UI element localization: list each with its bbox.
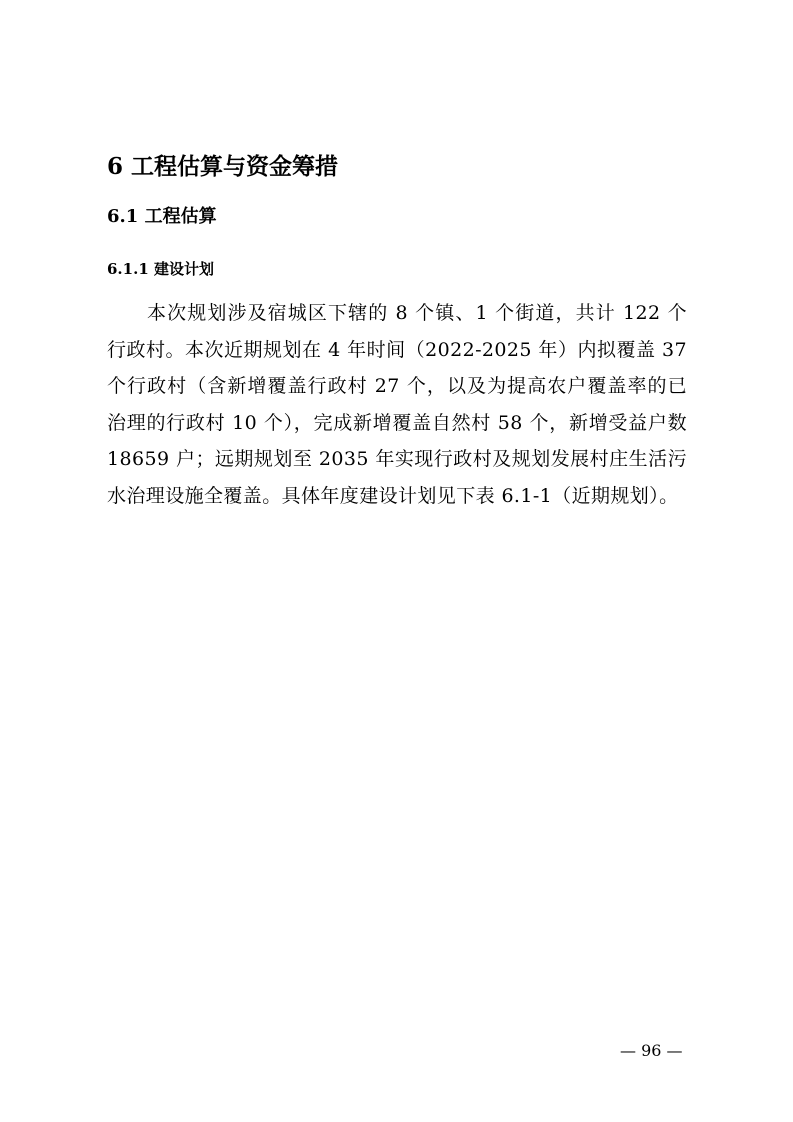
chapter-title: 6 工程估算与资金筹措 — [107, 153, 339, 180]
subsection-title: 6.1.1 建设计划 — [107, 260, 214, 278]
section-title: 6.1 工程估算 — [107, 206, 217, 227]
body-paragraph: 本次规划涉及宿城区下辖的 8 个镇、1 个街道，共计 122 个行政村。本次近期规划在 4 年时间（2022-2025 年）内拟覆盖 37 个行政村（含新增覆盖行政村 27 个，以及为提高农户覆盖率的已治理的行政村 10 个），完成新增覆盖自然村 58 个，新增受益户数 18659 户；远期规划至 2035 年实现行政村及规划发展村庄生活污水治理设施全覆盖。具体年度建设计划见下表 6.1-1（近期规划）。 — [107, 302, 687, 507]
page-number: — 96 — — [620, 1041, 683, 1060]
